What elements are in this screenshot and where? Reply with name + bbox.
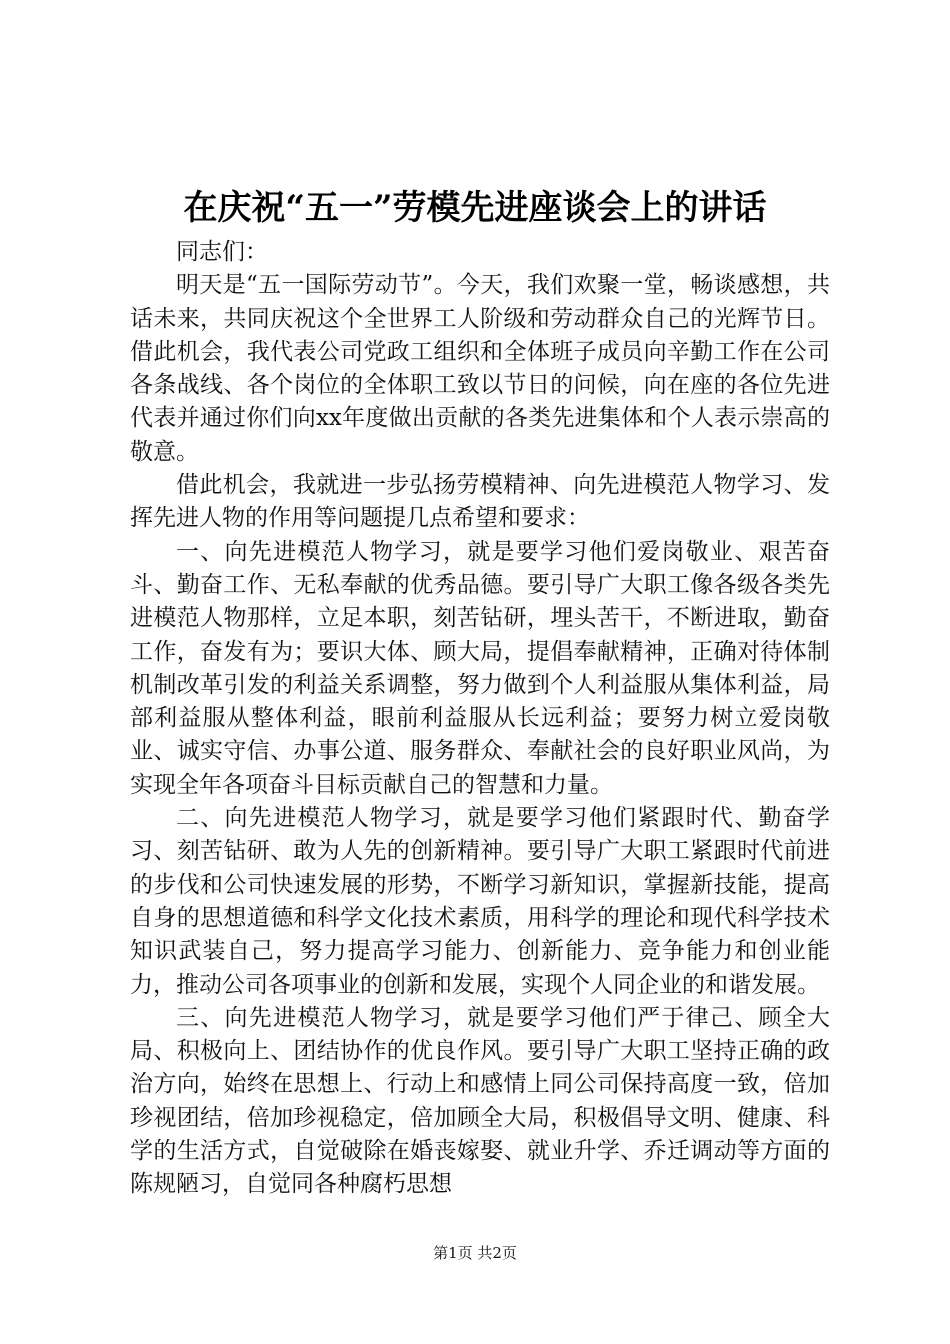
salutation-paragraph: 同志们： (176, 239, 268, 265)
body-paragraph: 借此机会，我就进一步弘扬劳模精神、向先进模范人物学习、发挥先进人物的作用等问题提几点希望和要求： (130, 472, 830, 532)
body-paragraph: 一、向先进模范人物学习，就是要学习他们爱岗敬业、艰苦奋斗、勤奋工作、无私奉献的优秀品德。要引导广大职工像各级各类先进模范人物那样，立足本职，刻苦钻研，埋头苦干，不断进取，勤奋工作，奋发有为；要识大体、顾大局，提倡奉献精神，正确对待体制机制改革引发的利益关系调整，努力做到个人利益服从集体利益，局部利益服从整体利益，眼前利益服从长远利益；要努力树立爱岗敬业、诚实守信、办事公道、服务群众、奉献社会的良好职业风尚，为实现全年各项奋斗目标贡献自己的智慧和力量。 (130, 538, 830, 798)
document-body (130, 236, 830, 1202)
body-paragraph: 明天是“五一国际劳动节”。今天，我们欢聚一堂，畅谈感想，共话未来，共同庆祝这个全世界工人阶级和劳动群众自己的光辉节日。借此机会，我代表公司党政工组织和全体班子成员向辛勤工作在公司各条战线、各个岗位的全体职工致以节日的问候，向在座的各位先进代表并通过你们向xx年度做出贡献的各类先进集体和个人表示崇高的敬意。 (130, 272, 830, 465)
document-title: 在庆祝“五一”劳模先进座谈会上的讲话 (183, 188, 767, 228)
page-number-footer: 第1页 共2页 (433, 1244, 517, 1262)
body-paragraph: 三、向先进模范人物学习，就是要学习他们严于律己、顾全大局、积极向上、团结协作的优良作风。要引导广大职工坚持正确的政治方向，始终在思想上、行动上和感情上同公司保持高度一致，倍加珍视团结，倍加珍视稳定，倍加顾全大局，积极倡导文明、健康、科学的生活方式，自觉破除在婚丧嫁娶、就业升学、乔迁调动等方面的陈规陋习，自觉同各种腐朽思想 (130, 1004, 830, 1198)
body-paragraph: 二、向先进模范人物学习，就是要学习他们紧跟时代、勤奋学习、刻苦钻研、敢为人先的创新精神。要引导广大职工紧跟时代前进的步伐和公司快速发展的形势，不断学习新知识，掌握新技能，提高自身的思想道德和科学文化技术素质，用科学的理论和现代科学技术知识武装自己，努力提高学习能力、创新能力、竞争能力和创业能力，推动公司各项事业的创新和发展，实现个人同企业的和谐发展。 (130, 805, 830, 998)
